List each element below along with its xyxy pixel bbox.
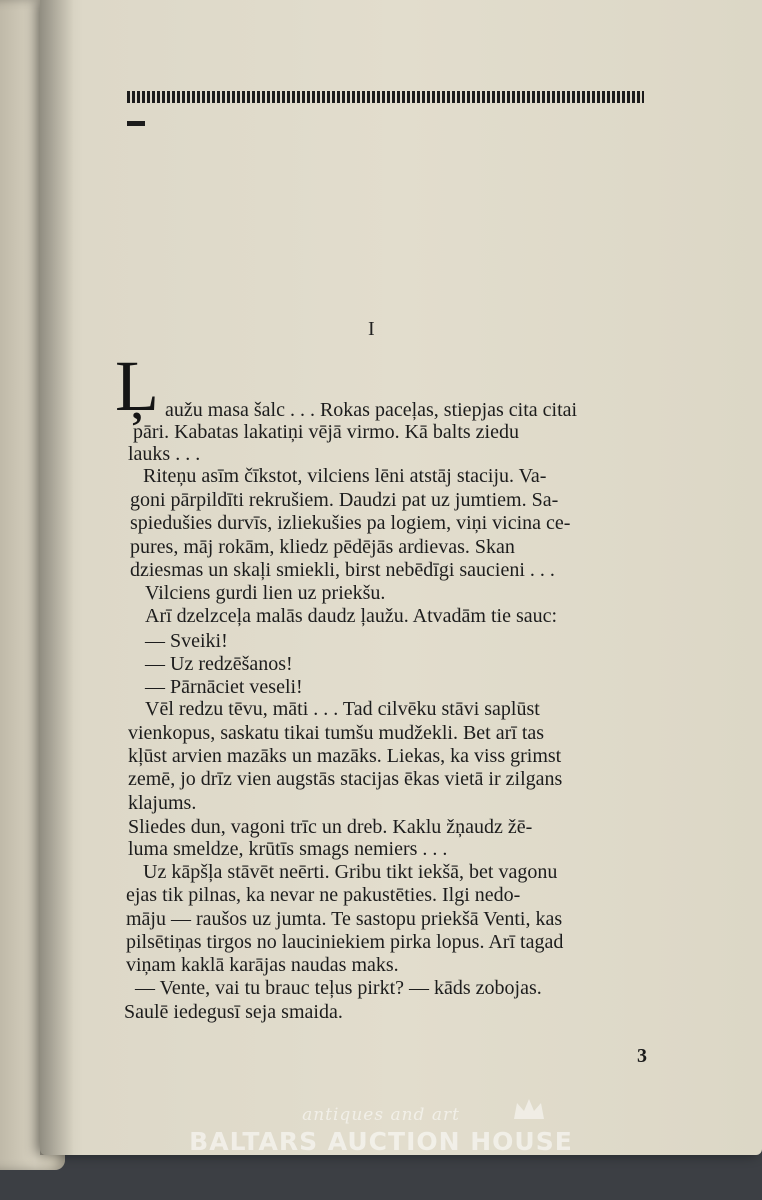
text-line: Vilciens gurdi lien uz priekšu. (145, 582, 386, 604)
watermark (0, 1105, 762, 1156)
text-line: kļūst arvien mazāks un mazāks. Liekas, ka viss grimst (128, 745, 562, 767)
text-line: Vēl redzu tēvu, māti . . . Tad cilvēku stāvi saplūst (145, 698, 540, 720)
text-line: — Sveiki! (145, 630, 228, 652)
text-line: pāri. Kabatas lakatiņi vējā virmo. Kā balts ziedu (133, 421, 519, 443)
text-line: Uz kāpšļa stāvēt neērti. Gribu tikt iekšā, bet vagonu (143, 861, 558, 883)
text-line: pilsētiņas tirgos no lauciniekiem pirka lopus. Arī tagad (126, 931, 564, 953)
watermark-tagline: antiques and art (302, 1105, 460, 1125)
text-line: Sliedes dun, vagoni trīc un dreb. Kaklu žņaudz žē- (128, 816, 533, 838)
text-line: aužu masa šalc . . . Rokas paceļas, stiepjas cita citai (165, 399, 578, 421)
text-line: viņam kaklā karājas naudas maks. (126, 954, 399, 976)
page-number: 3 (637, 1045, 647, 1067)
text-line: luma smeldze, krūtīs smags nemiers . . . (128, 838, 448, 860)
text-line: Saulē iedegusī seja smaida. (124, 1001, 343, 1023)
text-line: goni pārpildīti rekrušiem. Daudzi pat uz jumtiem. Sa- (130, 489, 559, 511)
text-line: ejas tik pilnas, ka nevar ne pakustēties. Ilgi nedo- (126, 884, 521, 906)
text-line: — Uz redzēšanos! (145, 653, 293, 675)
text-line: māju — raušos uz jumta. Te sastopu priekšā Venti, kas (126, 908, 563, 930)
ornamental-rule (127, 91, 644, 103)
text-line: Arī dzelzceļa malās daudz ļaužu. Atvadām tie sauc: (145, 605, 558, 627)
text-line: Riteņu asīm čīkstot, vilciens lēni atstāj staciju. Va- (143, 465, 547, 487)
ornamental-rule-lead (127, 121, 145, 126)
text-line: — Vente, vai tu brauc teļus pirkt? — kāds zobojas. (135, 977, 542, 999)
text-line: — Pārnāciet veseli! (145, 676, 303, 698)
text-line: vienkopus, saskatu tikai tumšu mudžekli. Bet arī tas (128, 722, 545, 744)
watermark-name: BALTARS AUCTION HOUSE (189, 1127, 573, 1156)
text-line: pures, māj rokām, kliedz pēdējās ardievas. Skan (130, 536, 515, 558)
page-gutter-shadow (40, 0, 74, 1155)
text-line: spiedušies durvīs, izliekušies pa logiem, viņi vicina ce- (130, 512, 571, 534)
text-line: dziesmas un skaļi smiekli, birst nebēdīgi saucieni . . . (130, 559, 555, 581)
text-line: klajums. (128, 792, 197, 814)
chapter-number: I (368, 318, 375, 340)
text-line: lauks . . . (128, 443, 201, 465)
text-line: zemē, jo drīz vien augstās stacijas ēkas vietā ir zilgans (128, 768, 563, 790)
drop-cap: Ļ (115, 346, 159, 426)
